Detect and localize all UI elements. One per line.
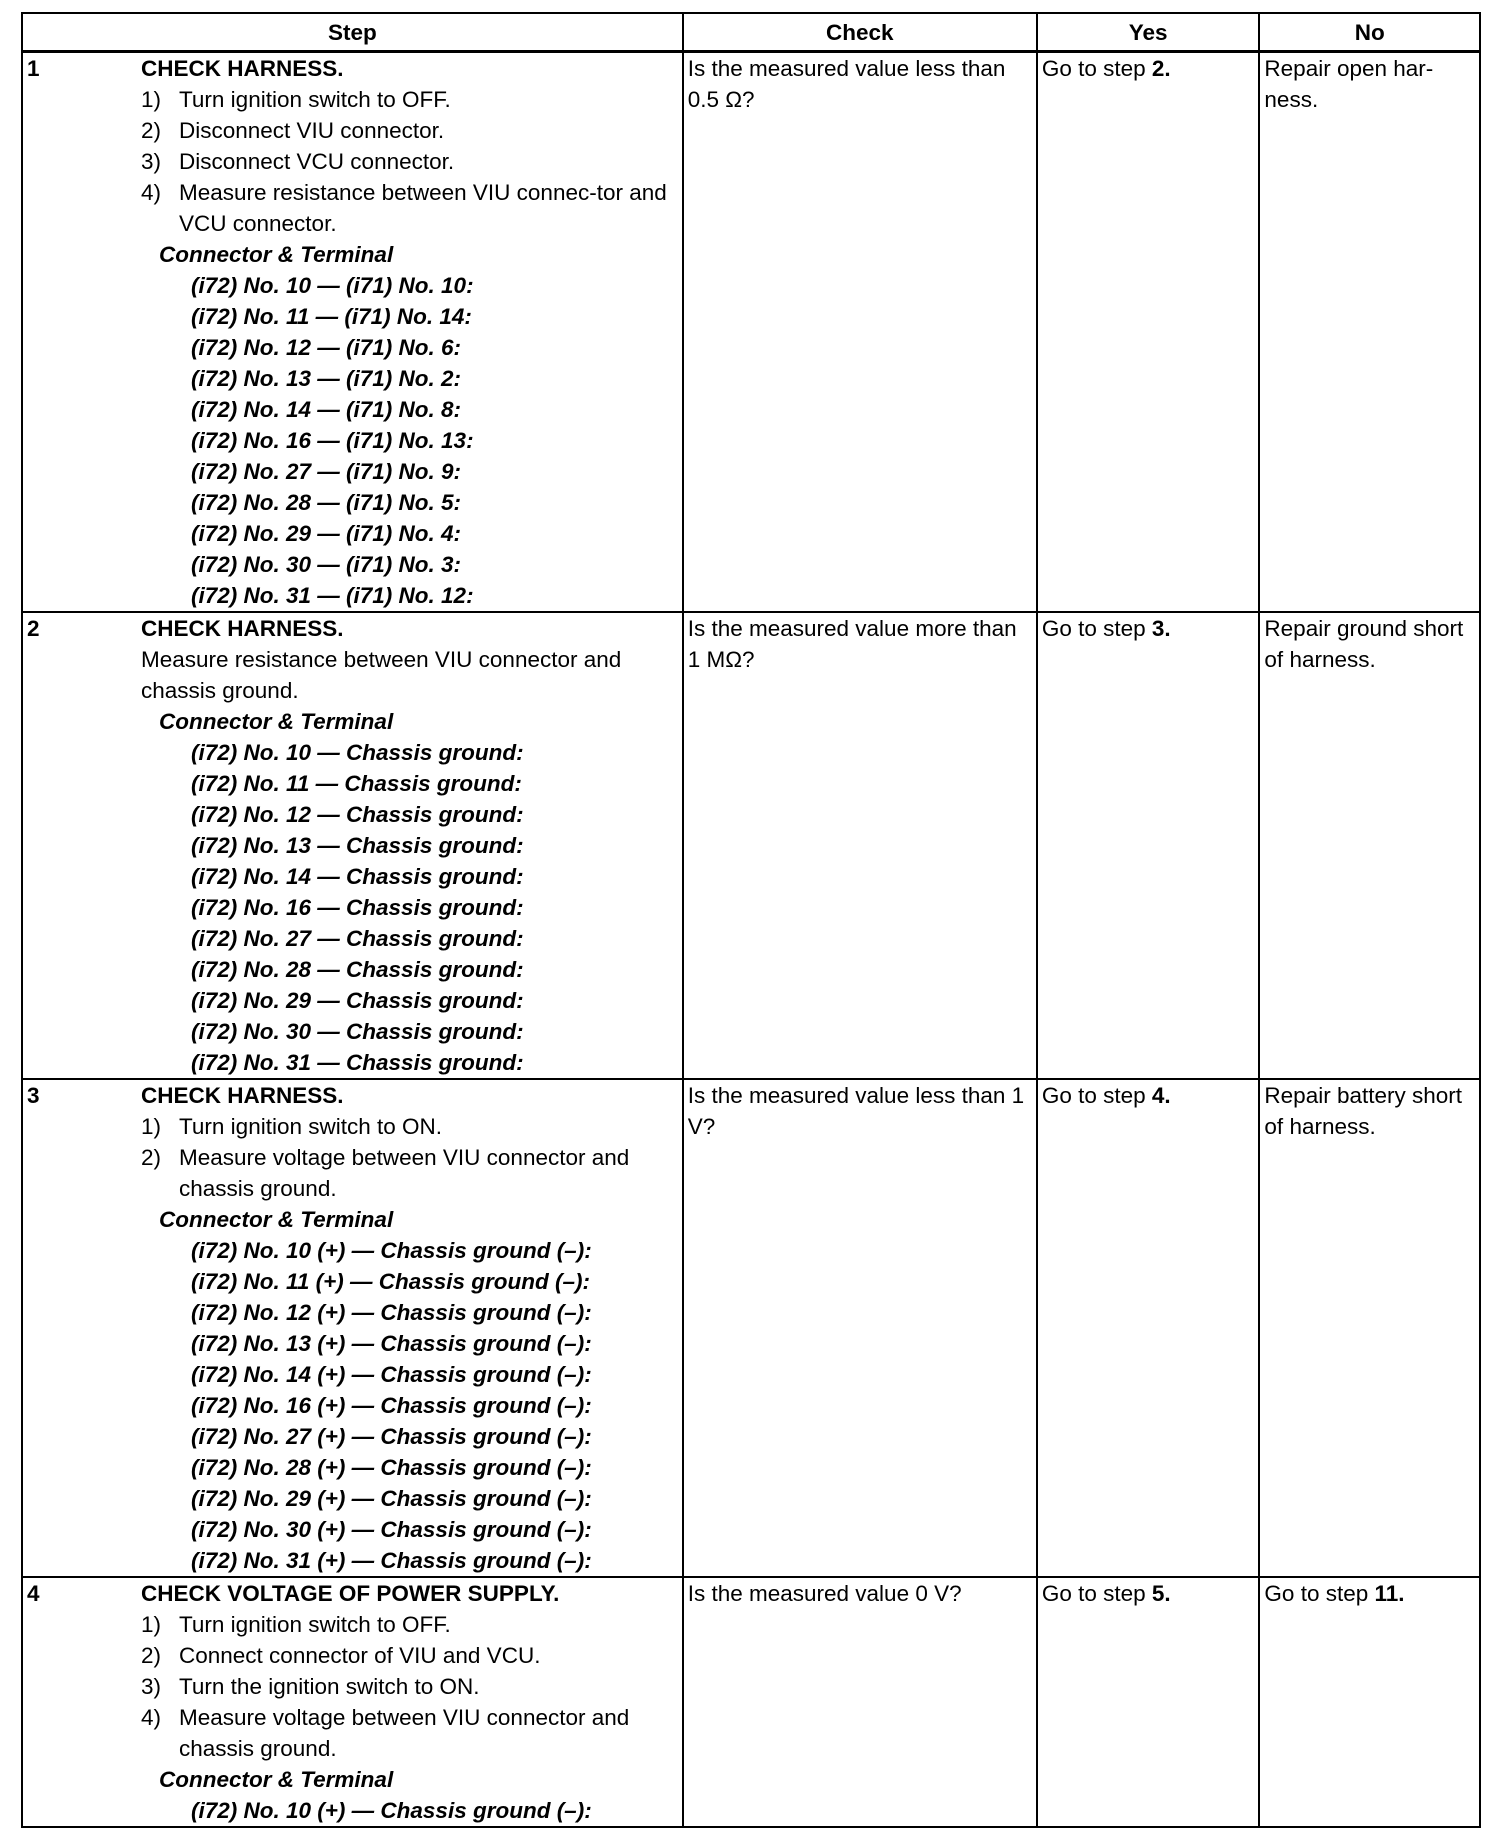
substep: [141, 1142, 678, 1204]
check-text: Is the measured value 0 V?: [687, 1581, 962, 1606]
yes-text: Go to step: [1041, 1083, 1152, 1108]
terminal-line: (i72) No. 13 — Chassis ground:: [191, 833, 524, 858]
terminal-line: (i72) No. 30 (+) — Chassis ground (–):: [191, 1517, 592, 1542]
substep-text: Turn ignition switch to OFF.: [179, 87, 451, 112]
substep-text: Disconnect VIU connector.: [179, 118, 445, 143]
substep-number: 2): [141, 118, 162, 143]
terminal-line: (i72) No. 10 (+) — Chassis ground (–):: [191, 1238, 592, 1263]
substep-number: 3): [141, 1674, 162, 1699]
header-check: Check: [683, 13, 1037, 52]
terminal-line: (i72) No. 27 (+) — Chassis ground (–):: [191, 1424, 592, 1449]
terminal-line: (i72) No. 14 — (i71) No. 8:: [191, 397, 462, 422]
yes-cell: [1037, 1577, 1260, 1827]
step-body: [141, 613, 678, 1078]
step-number: 3: [27, 1083, 40, 1108]
connector-terminal-title: Connector & Terminal: [159, 1767, 394, 1792]
terminal-line: (i72) No. 30 — (i71) No. 3:: [191, 552, 462, 577]
table-row: [22, 1577, 1480, 1827]
terminal-line: (i72) No. 10 — Chassis ground:: [191, 740, 524, 765]
step-intro: Measure resistance between VIU connector and chassis ground.: [141, 647, 622, 703]
substep: [141, 1702, 678, 1764]
terminal-line: (i72) No. 12 — Chassis ground:: [191, 802, 524, 827]
substep-number: 1): [141, 87, 162, 112]
table-row: [22, 612, 1480, 1079]
substep-text: Measure voltage between VIU connector and chassis ground.: [179, 1145, 630, 1201]
substep-number: 4): [141, 1705, 162, 1730]
no-text: Repair battery short of harness.: [1264, 1083, 1463, 1139]
check-text: Is the measured value more than 1 MΩ?: [687, 616, 1017, 672]
check-cell: [683, 1079, 1037, 1577]
terminal-line: (i72) No. 13 — (i71) No. 2:: [191, 366, 462, 391]
substep: [141, 84, 678, 115]
terminal-line: (i72) No. 16 (+) — Chassis ground (–):: [191, 1393, 592, 1418]
terminal-line: (i72) No. 28 (+) — Chassis ground (–):: [191, 1455, 592, 1480]
substep-text: Disconnect VCU connector.: [179, 149, 455, 174]
terminal-line: (i72) No. 31 (+) — Chassis ground (–):: [191, 1548, 592, 1573]
no-cell: [1259, 1577, 1480, 1827]
terminal-line: (i72) No. 29 — (i71) No. 4:: [191, 521, 462, 546]
table-body: [22, 52, 1480, 1828]
terminal-line: (i72) No. 12 — (i71) No. 6:: [191, 335, 462, 360]
substep-text: Connect connector of VIU and VCU.: [179, 1643, 541, 1668]
substep-text: Turn the ignition switch to ON.: [179, 1674, 480, 1699]
header-row: [22, 13, 1480, 52]
substep: [141, 177, 678, 239]
terminal-line: (i72) No. 29 — Chassis ground:: [191, 988, 524, 1013]
check-cell: [683, 52, 1037, 613]
no-text: Repair ground short of harness.: [1264, 616, 1464, 672]
yes-cell: [1037, 612, 1260, 1079]
substep: [141, 1671, 678, 1702]
substep-number: 1): [141, 1612, 162, 1637]
terminal-line: (i72) No. 11 — (i71) No. 14:: [191, 304, 472, 329]
yes-text: Go to step: [1041, 616, 1152, 641]
terminal-line: (i72) No. 14 — Chassis ground:: [191, 864, 524, 889]
terminal-line: (i72) No. 28 — Chassis ground:: [191, 957, 524, 982]
substep: [141, 115, 678, 146]
terminal-line: (i72) No. 30 — Chassis ground:: [191, 1019, 524, 1044]
step-number: 2: [27, 616, 40, 641]
substep-text: Turn ignition switch to ON.: [179, 1114, 443, 1139]
step-cell: [22, 52, 683, 613]
yes-step-ref: 3.: [1151, 616, 1171, 641]
yes-step-ref: 4.: [1151, 1083, 1171, 1108]
step-body: [141, 1578, 678, 1826]
terminal-line: (i72) No. 16 — Chassis ground:: [191, 895, 524, 920]
no-text: Repair open har-ness.: [1264, 56, 1434, 112]
substep: [141, 1609, 678, 1640]
no-text: Go to step: [1264, 1581, 1375, 1606]
yes-text: Go to step: [1041, 56, 1152, 81]
terminal-line: (i72) No. 27 — (i71) No. 9:: [191, 459, 462, 484]
connector-terminal-title: Connector & Terminal: [159, 1207, 394, 1232]
no-cell: [1259, 1079, 1480, 1577]
substep-text: Turn ignition switch to OFF.: [179, 1612, 451, 1637]
step-number: 1: [27, 56, 40, 81]
terminal-line: (i72) No. 11 — Chassis ground:: [191, 771, 522, 796]
no-cell: [1259, 612, 1480, 1079]
substep-text: Measure voltage between VIU connector and chassis ground.: [179, 1705, 630, 1761]
yes-cell: [1037, 1079, 1260, 1577]
header-no: No: [1259, 13, 1480, 52]
substep-number: 1): [141, 1114, 162, 1139]
step-cell: [22, 1079, 683, 1577]
check-text: Is the measured value less than 0.5 Ω?: [687, 56, 1006, 112]
substep-number: 4): [141, 180, 162, 205]
step-title: CHECK HARNESS.: [141, 1083, 344, 1108]
substep: [141, 1640, 678, 1671]
no-cell: [1259, 52, 1480, 613]
check-text: Is the measured value less than 1 V?: [687, 1083, 1025, 1139]
terminal-line: (i72) No. 14 (+) — Chassis ground (–):: [191, 1362, 592, 1387]
table-row: [22, 1079, 1480, 1577]
substep: [141, 1111, 678, 1142]
step-title: CHECK HARNESS.: [141, 616, 344, 641]
substep-number: 2): [141, 1145, 162, 1170]
check-cell: [683, 612, 1037, 1079]
step-title: CHECK HARNESS.: [141, 56, 344, 81]
connector-terminal-title: Connector & Terminal: [159, 709, 394, 734]
terminal-line: (i72) No. 13 (+) — Chassis ground (–):: [191, 1331, 592, 1356]
terminal-line: (i72) No. 16 — (i71) No. 13:: [191, 428, 474, 453]
step-body: [141, 53, 678, 611]
terminal-line: (i72) No. 10 (+) — Chassis ground (–):: [191, 1798, 592, 1823]
step-cell: [22, 612, 683, 1079]
check-cell: [683, 1577, 1037, 1827]
step-number: 4: [27, 1581, 40, 1606]
yes-cell: [1037, 52, 1260, 613]
header-step: Step: [22, 13, 683, 52]
yes-step-ref: 2.: [1151, 56, 1171, 81]
terminal-line: (i72) No. 29 (+) — Chassis ground (–):: [191, 1486, 592, 1511]
step-title: CHECK VOLTAGE OF POWER SUPPLY.: [141, 1581, 560, 1606]
diagnostic-table: [21, 12, 1481, 1828]
connector-terminal-title: Connector & Terminal: [159, 242, 394, 267]
terminal-line: (i72) No. 31 — Chassis ground:: [191, 1050, 524, 1075]
terminal-line: (i72) No. 11 (+) — Chassis ground (–):: [191, 1269, 591, 1294]
terminal-line: (i72) No. 31 — (i71) No. 12:: [191, 583, 474, 608]
table-row: [22, 52, 1480, 613]
substep-number: 3): [141, 149, 162, 174]
terminal-line: (i72) No. 28 — (i71) No. 5:: [191, 490, 462, 515]
terminal-line: (i72) No. 10 — (i71) No. 10:: [191, 273, 474, 298]
yes-text: Go to step: [1041, 1581, 1152, 1606]
header-yes: Yes: [1037, 13, 1260, 52]
step-cell: [22, 1577, 683, 1827]
terminal-line: (i72) No. 27 — Chassis ground:: [191, 926, 524, 951]
terminal-line: (i72) No. 12 (+) — Chassis ground (–):: [191, 1300, 592, 1325]
substep-number: 2): [141, 1643, 162, 1668]
yes-step-ref: 5.: [1151, 1581, 1171, 1606]
step-body: [141, 1080, 678, 1576]
no-step-ref: 11.: [1374, 1581, 1405, 1606]
substep: [141, 146, 678, 177]
substep-text: Measure resistance between VIU connec-tor and VCU connector.: [179, 180, 667, 236]
